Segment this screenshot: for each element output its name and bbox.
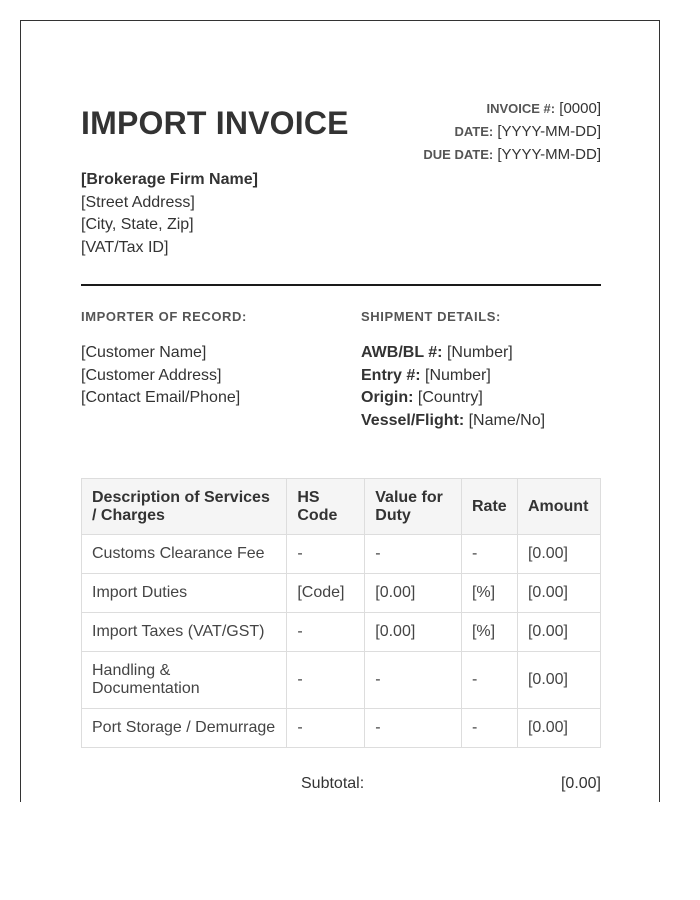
invoice-due-date-label: DUE DATE: — [423, 147, 494, 162]
shipment-origin-line — [361, 387, 545, 410]
cell-value-for-duty: - — [365, 709, 462, 748]
customer-name: [Customer Name] — [81, 344, 207, 361]
subtotal-label: Subtotal: — [301, 775, 365, 792]
subtotal-value: [0.00] — [560, 775, 601, 792]
invoice-due-date-value: [YYYY-MM-DD] — [497, 146, 601, 163]
shipment-block — [361, 342, 545, 432]
column-header-rate: Rate — [461, 479, 517, 535]
table-row — [82, 535, 601, 574]
shipment-entry-line — [361, 365, 545, 388]
shipment-awb-label: AWB/BL #: — [361, 344, 443, 361]
cell-value-for-duty: - — [365, 535, 462, 574]
shipment-origin-label: Origin: — [361, 389, 414, 406]
cell-hs-code: - — [287, 709, 365, 748]
column-header-description: Description of Services / Charges — [82, 479, 287, 535]
section-divider — [81, 284, 601, 286]
cell-amount: [0.00] — [517, 613, 600, 652]
importer-block — [81, 342, 240, 410]
cell-hs-code: - — [287, 535, 365, 574]
cell-amount: [0.00] — [517, 574, 600, 613]
cell-value-for-duty: [0.00] — [365, 574, 462, 613]
page-title: IMPORT INVOICE — [81, 105, 349, 141]
shipment-vessel-label: Vessel/Flight: — [361, 411, 465, 429]
cell-amount: [0.00] — [517, 709, 600, 748]
firm-address-block — [81, 169, 258, 259]
table-row — [82, 709, 601, 748]
cell-amount: [0.00] — [517, 535, 600, 574]
cell-rate: [%] — [461, 574, 517, 613]
invoice-page — [20, 20, 660, 802]
column-header-value-for-duty: Value for Duty — [365, 479, 462, 535]
cell-hs-code: - — [287, 652, 365, 709]
invoice-date-line — [301, 120, 601, 143]
table-header-row — [82, 479, 601, 535]
shipment-vessel-line — [361, 410, 545, 433]
column-header-hs-code: HS Code — [287, 479, 365, 535]
cell-description: Customs Clearance Fee — [82, 535, 287, 574]
cell-rate: - — [461, 535, 517, 574]
invoice-number-value: [0000] — [559, 100, 601, 117]
cell-value-for-duty: - — [365, 652, 462, 709]
firm-tax-id: [VAT/Tax ID] — [81, 238, 169, 256]
cell-description: Handling & Documentation — [82, 652, 287, 709]
firm-name: [Brokerage Firm Name] — [81, 171, 258, 188]
cell-rate: - — [461, 709, 517, 748]
cell-rate: - — [461, 652, 517, 709]
table-row — [82, 613, 601, 652]
shipment-awb-line — [361, 342, 545, 365]
table-row — [82, 652, 601, 709]
shipment-vessel-value: [Name/No] — [468, 411, 546, 429]
cell-description: Port Storage / Demurrage — [82, 709, 287, 748]
firm-street: [Street Address] — [81, 193, 195, 211]
importer-heading: IMPORTER OF RECORD: — [81, 309, 247, 324]
cell-rate: [%] — [461, 613, 517, 652]
invoice-number-label: INVOICE #: — [486, 101, 556, 116]
invoice-date-value: [YYYY-MM-DD] — [497, 123, 601, 140]
table-row — [82, 574, 601, 613]
firm-city: [City, State, Zip] — [81, 216, 194, 233]
cell-hs-code: - — [287, 613, 365, 652]
shipment-awb-value: [Number] — [446, 344, 513, 361]
invoice-number-line — [301, 97, 601, 120]
charges-table — [81, 478, 601, 748]
shipment-origin-value: [Country] — [417, 389, 483, 406]
cell-value-for-duty: [0.00] — [365, 613, 462, 652]
cell-amount: [0.00] — [517, 652, 600, 709]
customer-address: [Customer Address] — [81, 366, 222, 384]
shipment-entry-label: Entry #: — [361, 366, 421, 384]
invoice-due-date-line — [301, 143, 601, 166]
cell-hs-code: [Code] — [287, 574, 365, 613]
invoice-meta — [301, 97, 601, 166]
customer-contact: [Contact Email/Phone] — [81, 389, 241, 406]
cell-description: Import Taxes (VAT/GST) — [82, 613, 287, 652]
column-header-amount: Amount — [517, 479, 600, 535]
cell-description: Import Duties — [82, 574, 287, 613]
shipment-entry-value: [Number] — [425, 366, 491, 384]
shipment-heading: SHIPMENT DETAILS: — [361, 309, 501, 324]
invoice-date-label: DATE: — [454, 124, 494, 139]
